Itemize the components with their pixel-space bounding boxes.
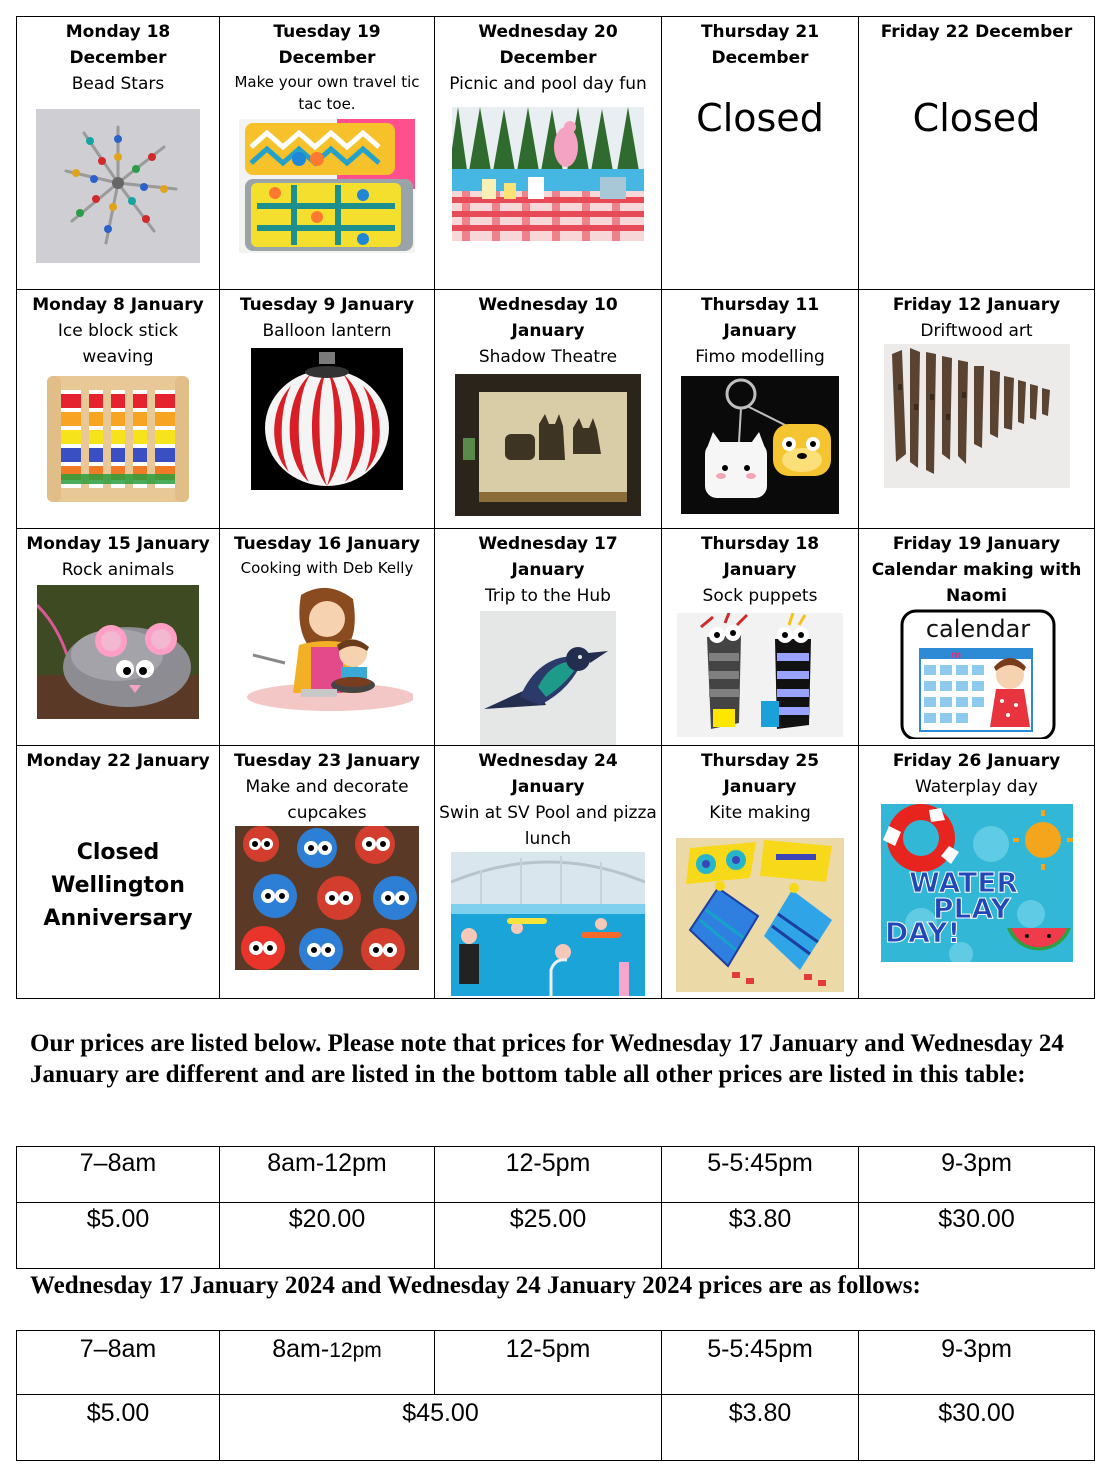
activity-calendar <box>16 16 1095 999</box>
water-text-3: DAY! <box>884 916 960 949</box>
special-time-part: 8am- <box>272 1335 330 1363</box>
activity-text: Swin at SV Pool and pizza lunch <box>439 803 657 849</box>
calendar-cell <box>220 290 435 529</box>
activity-text: Ice block stick weaving <box>57 321 179 367</box>
day-heading: Wednesday 17 January <box>478 534 618 580</box>
calendar-cell <box>859 746 1095 999</box>
day-heading: Thursday 21 December <box>700 22 820 68</box>
day-heading: Wednesday 24 January <box>478 751 618 797</box>
prices-notice: Our prices are listed below. Please note that prices for Wednesday 17 January and Wednesday 24 January are different and are listed in the bottom table all other prices are listed in this table: <box>30 1030 1064 1088</box>
day-heading: Monday 18 December <box>65 22 171 68</box>
special-prices-heading: Wednesday 17 January 2024 and Wednesday 24 January 2024 prices are as follows: <box>30 1272 921 1299</box>
weaving-image <box>45 374 191 504</box>
activity-text: Make your own travel tic tac toe. <box>234 73 420 113</box>
calendar-cell <box>435 17 662 290</box>
special-time-cell <box>220 1331 435 1395</box>
calendar-cell <box>435 290 662 529</box>
price-amount-cell: $5.00 <box>17 1203 220 1269</box>
special-amount-cell: $3.80 <box>662 1395 859 1461</box>
price-amount-cell: $20.00 <box>220 1203 435 1269</box>
calendar-cell <box>220 529 435 746</box>
special-time-cell: 9-3pm <box>859 1331 1095 1395</box>
calendar-cell <box>859 17 1095 290</box>
calendar-word-text: calendar <box>925 615 1030 643</box>
calendar-cell <box>662 17 859 290</box>
calendar-week-4 <box>17 746 1095 999</box>
calendar-cell <box>859 529 1095 746</box>
price-time-cell: 12-5pm <box>435 1147 662 1203</box>
day-heading: Monday 22 January <box>26 751 210 771</box>
waterplay-image <box>881 804 1073 962</box>
calendar-week-1 <box>17 17 1095 290</box>
calendar-cell <box>17 529 220 746</box>
rock-mouse-image <box>37 585 199 719</box>
price-amounts-row <box>17 1203 1095 1269</box>
day-heading: Tuesday 23 January <box>233 751 421 771</box>
calendar-cell <box>435 529 662 746</box>
water-text-2: PLAY <box>932 892 1011 925</box>
balloon-lantern-image <box>251 348 403 490</box>
special-prices-table <box>16 1330 1095 1461</box>
activity-text: Shadow Theatre <box>478 347 618 367</box>
calendar-week-2 <box>17 290 1095 529</box>
special-time-part: 12pm <box>329 1339 382 1362</box>
price-time-cell: 9-3pm <box>859 1147 1095 1203</box>
cooking-image <box>241 585 413 715</box>
price-amount-cell: $3.80 <box>662 1203 859 1269</box>
day-heading: Tuesday 16 January <box>233 534 421 554</box>
activity-text: Make and decorate cupcakes <box>245 777 409 823</box>
calendar-cell <box>17 17 220 290</box>
activity-text: Balloon lantern <box>262 321 392 341</box>
calendar-cell <box>859 290 1095 529</box>
activity-text: Rock animals <box>61 560 175 580</box>
price-times-row <box>17 1147 1095 1203</box>
calendar-cell <box>662 529 859 746</box>
sock-puppets-image <box>677 613 843 737</box>
activity-text: Picnic and pool day fun <box>449 74 647 94</box>
special-time-cell: 7–8am <box>17 1331 220 1395</box>
closed-notice: Closed <box>696 96 824 140</box>
day-heading: Friday 22 December <box>880 22 1073 42</box>
day-heading: Friday 26 January <box>892 751 1061 771</box>
activity-text: Trip to the Hub <box>485 586 611 606</box>
special-time-cell: 12-5pm <box>435 1331 662 1395</box>
day-heading: Wednesday 10 January <box>478 295 618 341</box>
price-amount-cell: $30.00 <box>859 1203 1095 1269</box>
day-heading: Thursday 18 January <box>700 534 820 580</box>
day-heading: Thursday 25 January <box>700 751 820 797</box>
activity-text: Waterplay day <box>915 777 1038 797</box>
activity-text: Sock puppets <box>702 586 818 606</box>
activity-text: Calendar making with Naomi <box>871 560 1082 606</box>
calendar-week-3 <box>17 529 1095 746</box>
special-amount-cell: $45.00 <box>220 1395 662 1461</box>
cupcakes-image <box>235 826 419 970</box>
day-heading: Thursday 11 January <box>700 295 820 341</box>
price-time-cell: 5-5:45pm <box>662 1147 859 1203</box>
calendar-mark-text: m <box>950 650 961 661</box>
water-text-1: WATER <box>908 866 1018 899</box>
price-amount-cell: $25.00 <box>435 1203 662 1269</box>
activity-text: Bead Stars <box>71 74 165 94</box>
picnic-pool-image <box>452 107 644 241</box>
bead-stars-image <box>36 109 200 263</box>
standard-prices-table <box>16 1146 1095 1269</box>
activity-text: Kite making <box>709 803 811 823</box>
closed-notice: Closed Wellington Anniversary <box>43 840 193 931</box>
calendar-cell <box>435 746 662 999</box>
price-time-cell: 8am-12pm <box>220 1147 435 1203</box>
special-amounts-row <box>17 1395 1095 1461</box>
day-heading: Friday 12 January <box>892 295 1061 315</box>
day-heading: Wednesday 20 December <box>478 22 618 68</box>
calendar-making-image <box>894 609 1060 739</box>
tic-tac-toe-image <box>239 119 415 253</box>
day-heading: Tuesday 9 January <box>239 295 415 315</box>
fimo-keychain-image <box>681 376 839 514</box>
calendar-cell <box>220 17 435 290</box>
calendar-cell <box>220 746 435 999</box>
activity-text: Cooking with Deb Kelly <box>240 559 414 577</box>
kite-making-image <box>676 838 844 992</box>
day-heading: Tuesday 19 December <box>273 22 381 68</box>
closed-notice: Closed <box>912 96 1041 140</box>
day-heading: Friday 19 January <box>892 534 1061 554</box>
special-amount-cell: $5.00 <box>17 1395 220 1461</box>
activity-text: Fimo modelling <box>695 347 825 367</box>
special-time-cell: 5-5:45pm <box>662 1331 859 1395</box>
special-amount-cell: $30.00 <box>859 1395 1095 1461</box>
day-heading: Monday 8 January <box>32 295 204 315</box>
swimming-pool-image <box>451 852 645 996</box>
shadow-theatre-image <box>455 374 641 516</box>
calendar-cell <box>17 290 220 529</box>
calendar-cell <box>17 746 220 999</box>
price-time-cell: 7–8am <box>17 1147 220 1203</box>
calendar-cell <box>662 290 859 529</box>
activity-text: Driftwood art <box>920 321 1033 341</box>
special-times-row <box>17 1331 1095 1395</box>
hub-bird-logo <box>480 611 616 745</box>
day-heading: Monday 15 January <box>26 534 210 554</box>
driftwood-image <box>884 344 1070 488</box>
calendar-cell <box>662 746 859 999</box>
